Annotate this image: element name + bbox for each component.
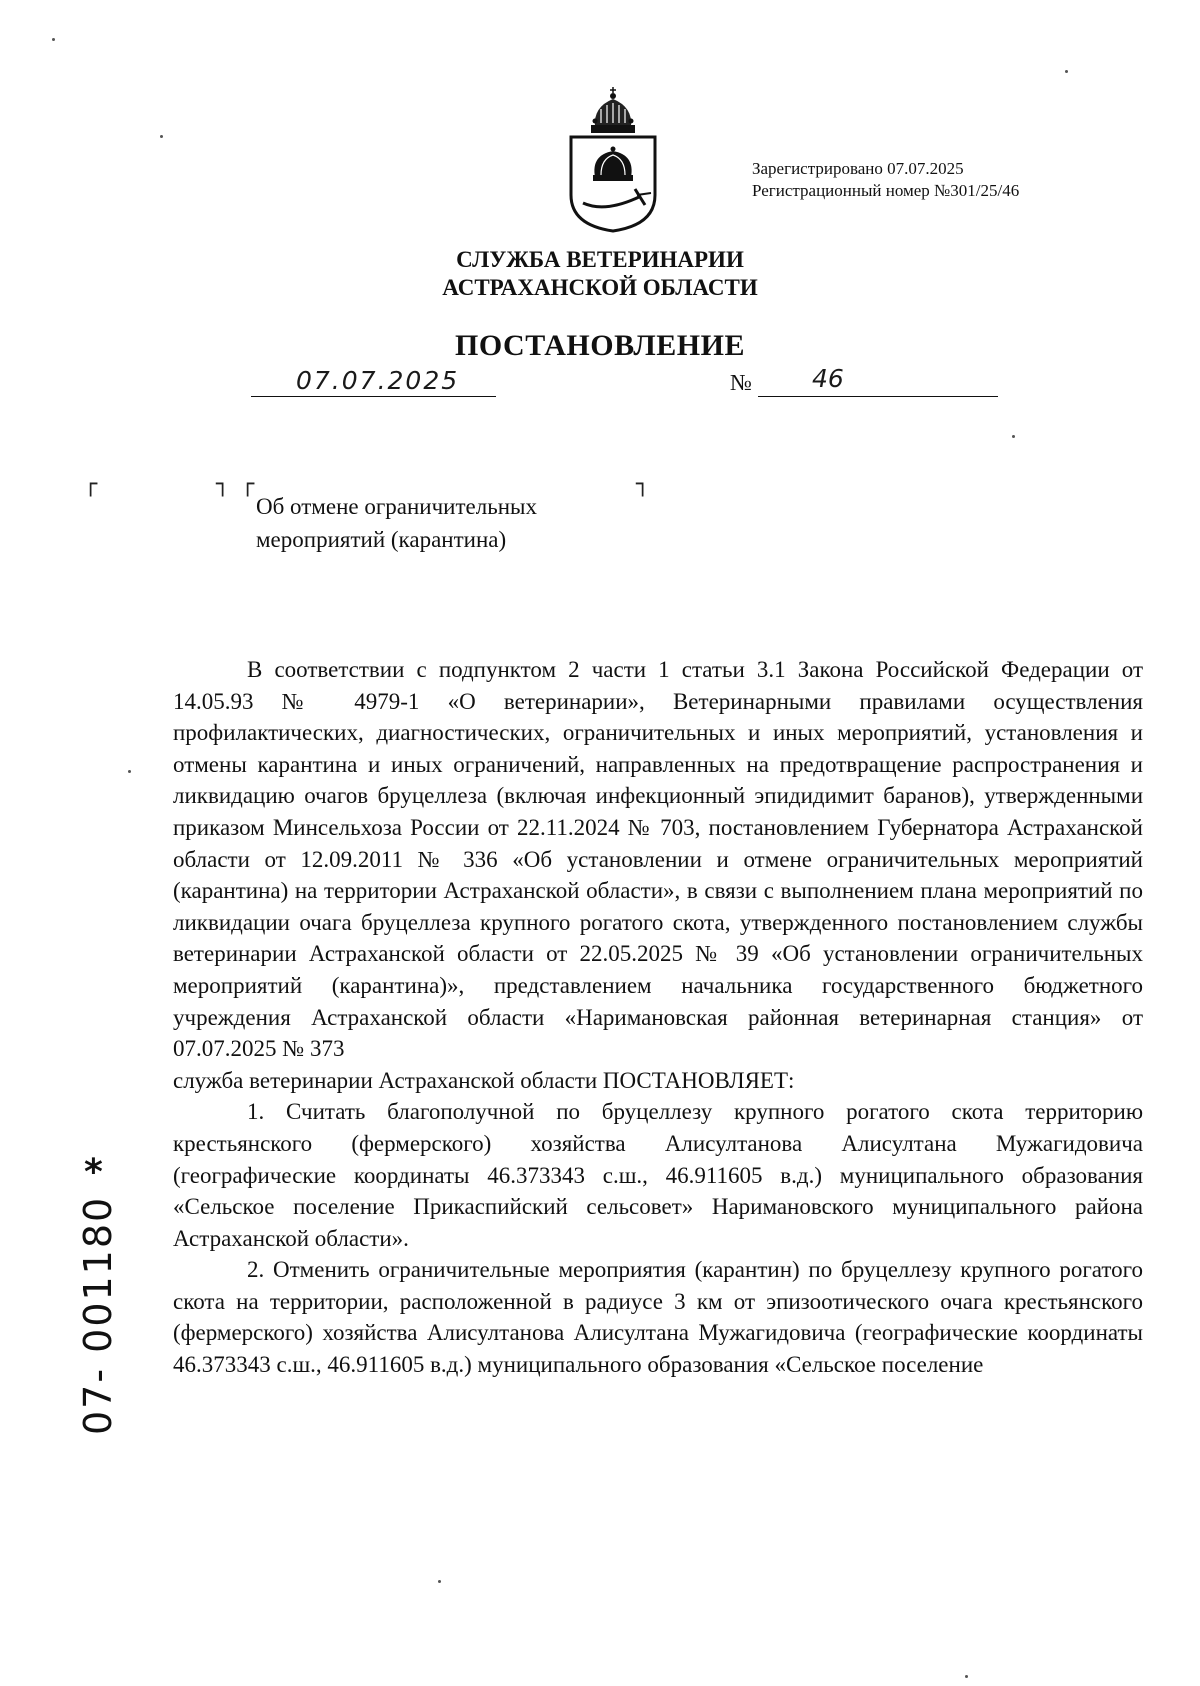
scan-speck	[52, 38, 55, 41]
organization-line-1: СЛУЖБА ВЕТЕРИНАРИИ	[456, 247, 744, 272]
scan-speck	[438, 1580, 441, 1583]
scan-speck	[1065, 70, 1068, 73]
registration-number: Регистрационный номер №301/25/46	[752, 181, 1020, 200]
date-underline	[251, 396, 496, 397]
document-type-heading: ПОСТАНОВЛЕНИЕ	[455, 329, 745, 362]
registration-info	[752, 158, 1019, 202]
registration-date: Зарегистрировано 07.07.2025	[752, 159, 964, 178]
coat-of-arms-emblem	[565, 85, 661, 233]
body-preamble: В соответствии с подпунктом 2 части 1 статьи 3.1 Закона Российской Федерации от 14.05.93 № 4979-1 «О ветеринарии», Ветеринарными правилами осуществления профилактических, диагностических, ограничительных и иных мероприятий, установления и отмены карантина и иных ограничений, направленных на предотвращение распространения и ликвидацию очагов бруцеллеза (включая инфекционный эпидидимит баранов), утвержденными приказом Минсельхоза России от 22.11.2024 № 703, постановлением Губернатора Астраханской области от 12.09.2011 № 336 «Об установлении и отмене ограничительных мероприятий (карантина) на территории Астраханской области», в связи с выполнением плана мероприятий по ликвидации очага бруцеллеза крупного рогатого скота, утвержденного постановлением службы ветеринарии Астраханской области от 22.05.2025 № 39 «Об установлении ограничительных мероприятий (карантина)», представлением начальника государственного бюджетного учреждения Астраханской области «Наримановская районная ветеринарная станция» от 07.07.2025 № 373	[173, 657, 1143, 1062]
scan-speck	[1012, 435, 1015, 438]
document-subject	[256, 490, 537, 556]
body-item-2: 2. Отменить ограничительные мероприятия (карантин) по бруцеллезу крупного рогатого скота на территории, расположенной в радиусе 3 км от эпизоотического очага крестьянского (фермерского) хозяйства Алисултанова Алисултана Мужагидовича (географические координаты 46.373343 с.ш., 46.911605 в.д.) муниципального образования «Сельское поселение	[173, 1257, 1143, 1378]
corner-bracket-top-right-icon: ┐	[636, 472, 650, 497]
body-resolves: служба ветеринарии Астраханской области ПОСТАНОВЛЯЕТ:	[173, 1067, 795, 1093]
subject-line-1: Об отмене ограничительных	[256, 494, 537, 519]
document-body	[173, 654, 1143, 1381]
organization-name	[360, 246, 840, 302]
astrakhan-coat-of-arms-icon	[565, 85, 661, 233]
document-number: 46	[812, 364, 844, 393]
body-item-1: 1. Считать благополучной по бруцеллезу крупного рогатого скота территорию крестьянского (фермерского) хозяйства Алисултанова Алисултана Мужагидовича (географические координаты 46.373343 с.ш., 46.911605 в.д.) муниципального образования «Сельское поселение Прикаспийский сельсовет» Наримановского муниципального района Астраханской области».	[173, 1099, 1143, 1251]
document-date: 07.07.2025	[296, 366, 460, 395]
scan-speck	[128, 770, 131, 773]
corner-bracket-top-left-icon: ┌	[84, 472, 98, 497]
corner-bracket-icon: ┌	[241, 472, 255, 497]
side-asterisk-mark: *	[84, 1152, 103, 1193]
subject-line-2: мероприятий (карантина)	[256, 527, 507, 552]
scan-speck	[160, 135, 163, 138]
document-number-label: №	[730, 370, 752, 395]
scan-speck	[965, 1675, 968, 1678]
corner-bracket-icon: ┐	[216, 472, 230, 497]
organization-line-2: АСТРАХАНСКОЙ ОБЛАСТИ	[442, 275, 758, 300]
number-underline	[758, 396, 998, 397]
